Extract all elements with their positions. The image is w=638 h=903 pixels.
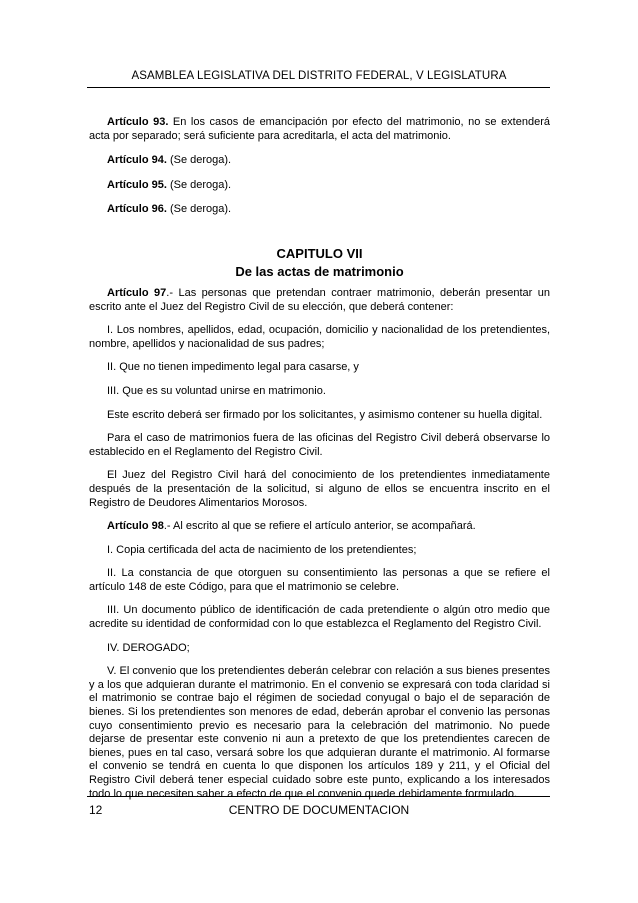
article-97-item: Este escrito deberá ser firmado por los solicitantes, y asimismo contener su huella digital. [107,408,543,421]
article-98-label: Artículo 98 [107,520,164,533]
article-98-text: .- Al escrito al que se refiere el artículo anterior, se acompañará. [163,520,476,533]
page-number: 12 [89,803,103,817]
article-98-item: II. La constancia de que otorguen su consentimiento las personas a que se refiere el artículo 148 de este Código, para que el matrimonio se celebre. [89,567,550,593]
article-98-item: V. El convenio que los pretendientes deberán celebrar con relación a sus bienes presentes y a los que adquieran durante el matrimonio. En el convenio se expresará con toda claridad si el matrimonio se contrae bajo el régimen de sociedad conyugal o bajo el de separación de bienes. Si los pretendientes son menores de edad, deberán aprobar el convenio las personas cuyo consentimiento previo es necesario para la celebración del matrimonio. No puede dejarse de presentar este convenio ni aun a pretexto de que los pretendientes carecen de bienes, pues en tal caso, versará sobre los que adquieran durante el matrimonio. Al formarse el convenio se tendrá en cuenta lo que disponen los artículos 189 y 211, y el Oficial del Registro Civil deberá tener especial cuidado sobre este punto, explicando a los interesados todo lo que necesiten saber a efecto de que el convenio quede debidamente formulado. [89,665,550,800]
article-96 [89,203,550,217]
article-97-item: III. Que es su voluntad unirse en matrimonio. [107,384,326,397]
header-rule [87,87,550,88]
article-93-text: En los casos de emancipación por efecto del matrimonio, no se extenderá acta por separado; será suficiente para acreditarla, el acta del matrimonio. [89,116,550,142]
chapter-title: De las actas de matrimonio [235,263,404,279]
article-93 [89,116,550,143]
article-95-label: Artículo 95. [107,178,167,191]
article-97-item: II. Que no tienen impedimento legal para casarse, y [107,361,359,374]
article-94 [89,154,550,168]
article-96-label: Artículo 96. [107,203,167,216]
article-95-text: (Se deroga). [166,178,232,191]
article-97-text: .- Las personas que pretendan contraer matrimonio, deberán presentar un escrito ante el Juez del Registro Civil de su elección, que deberá contener: [89,286,550,313]
article-97-item: Para el caso de matrimonios fuera de las oficinas del Registro Civil deberá observarse lo establecido en el Reglamento del Registro Civil. [89,432,550,458]
chapter-number: CAPITULO VII [276,245,363,261]
article-93-label: Artículo 93. [107,116,169,128]
article-97-item: El Juez del Registro Civil hará del conocimiento de los pretendientes inmediatamente después de la presentación de la solicitud, si alguno de ellos se encuentra inscrito en el Registro de Deudores Alimentarios Morosos. [89,469,550,509]
footer-rule [87,796,550,797]
article-94-label: Artículo 94. [107,154,167,167]
article-98-item: IV. DEROGADO; [107,641,190,654]
page-header: ASAMBLEA LEGISLATIVA DEL DISTRITO FEDERAL, V LEGISLATURA [131,70,507,82]
article-96-text: (Se deroga). [166,203,232,216]
article-98-item: I. Copia certificada del acta de nacimiento de los pretendientes; [107,543,417,556]
article-97 [89,287,550,314]
page-footer: CENTRO DE DOCUMENTACION [228,803,410,817]
document-body [89,110,550,801]
article-95 [89,179,550,193]
article-98 [89,520,550,534]
article-94-text: (Se deroga). [166,154,232,167]
article-97-item: I. Los nombres, apellidos, edad, ocupación, domicilio y nacionalidad de los pretendientes, nombre, apellidos y nacionalidad de sus padres; [89,324,550,350]
article-98-item: III. Un documento público de identificación de cada pretendiente o algún otro medio que acredite su identidad de conformidad con lo que establezca el Reglamento del Registro Civil. [89,604,550,631]
article-97-label: Artículo 97 [107,286,167,299]
